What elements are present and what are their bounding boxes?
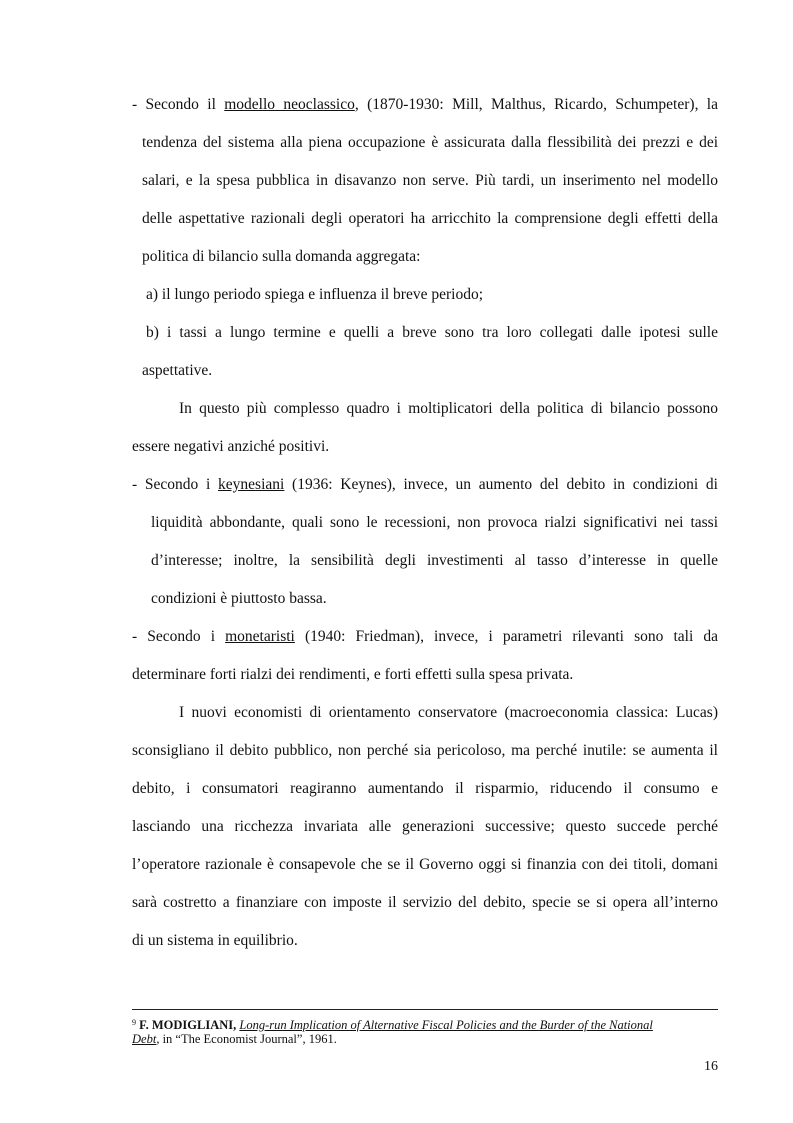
list-item: a) il lungo periodo spiega e influenza il breve periodo; (146, 286, 484, 303)
paragraph-line: liquidità abbondante, quali sono le recessioni, non provoca rialzi significativi nei tassi (151, 514, 718, 531)
paragraph-line: essere negativi anziché positivi. (132, 438, 330, 455)
footnote-separator (132, 1009, 718, 1010)
term-monetaristi: monetaristi (225, 628, 295, 645)
paragraph-line: delle aspettative razionali degli operatori ha arricchito la comprensione degli effetti della (142, 210, 718, 227)
paragraph-line (132, 95, 718, 115)
text-span: - Secondo il (132, 96, 225, 113)
paragraph-line: sconsigliano il debito pubblico, non perché sia pericoloso, ma perché inutile: se aumenta il (132, 742, 718, 759)
text-span: - Secondo i (132, 476, 219, 493)
term-modello-neoclassico: modello neoclassico (224, 96, 355, 113)
text-span: (1940: Friedman), invece, i parametri rilevanti sono tali da (294, 628, 718, 645)
footnote-title-end: Debt (132, 1032, 157, 1046)
paragraph-line: salari, e la spesa pubblica in disavanzo non serve. Più tardi, un inserimento nel modello (142, 172, 718, 189)
paragraph-line: sarà costretto a finanziare con imposte il servizio del debito, specie se si opera all’interno (132, 894, 718, 911)
footnote-number: 9 (132, 1018, 136, 1027)
paragraph-line: tendenza del sistema alla piena occupazione è assicurata dalla flessibilità dei prezzi e dei (142, 134, 718, 151)
paragraph-line: d’interesse; inoltre, la sensibilità degli investimenti al tasso d’interesse in quelle (151, 552, 718, 569)
footnote-author: F. MODIGLIANI, (139, 1018, 237, 1032)
paragraph-line: di un sistema in equilibrio. (132, 932, 298, 949)
paragraph-line: l’operatore razionale è consapevole che se il Governo oggi si finanzia con dei titoli, domani (132, 856, 718, 873)
paragraph-line: politica di bilancio sulla domanda aggregata: (142, 248, 421, 265)
text-span: - Secondo i (132, 628, 226, 645)
paragraph-line (132, 475, 718, 495)
list-item: b) i tassi a lungo termine e quelli a breve sono tra loro collegati dalle ipotesi sulle (146, 324, 718, 341)
footnote-source: , in “The Economist Journal”, 1961. (156, 1032, 337, 1046)
text-span: , (1870-1930: Mill, Malthus, Ricardo, Schumpeter), la (354, 96, 718, 113)
paragraph-line: lasciando una ricchezza invariata alle generazioni successive; questo succede perché (132, 818, 718, 835)
page-number: 16 (704, 1059, 718, 1074)
text-span: (1936: Keynes), invece, un aumento del debito in condizioni di (284, 476, 718, 493)
footnote-title: Long-run Implication of Alternative Fiscal Policies and the Burder of the National (239, 1018, 653, 1032)
paragraph-line: debito, i consumatori reagiranno aumentando il risparmio, riducendo il consumo e (132, 780, 718, 797)
paragraph-line: In questo più complesso quadro i moltiplicatori della politica di bilancio possono (179, 400, 718, 417)
paragraph-line: I nuovi economisti di orientamento conservatore (macroeconomia classica: Lucas) (179, 704, 718, 721)
paragraph-line: determinare forti rialzi dei rendimenti, e forti effetti sulla spesa privata. (132, 666, 574, 683)
paragraph-line (132, 627, 718, 647)
footnote-line (132, 1031, 337, 1047)
paragraph-line: condizioni è piuttosto bassa. (151, 590, 327, 607)
term-keynesiani: keynesiani (218, 476, 285, 493)
paragraph-line: aspettative. (142, 362, 213, 379)
